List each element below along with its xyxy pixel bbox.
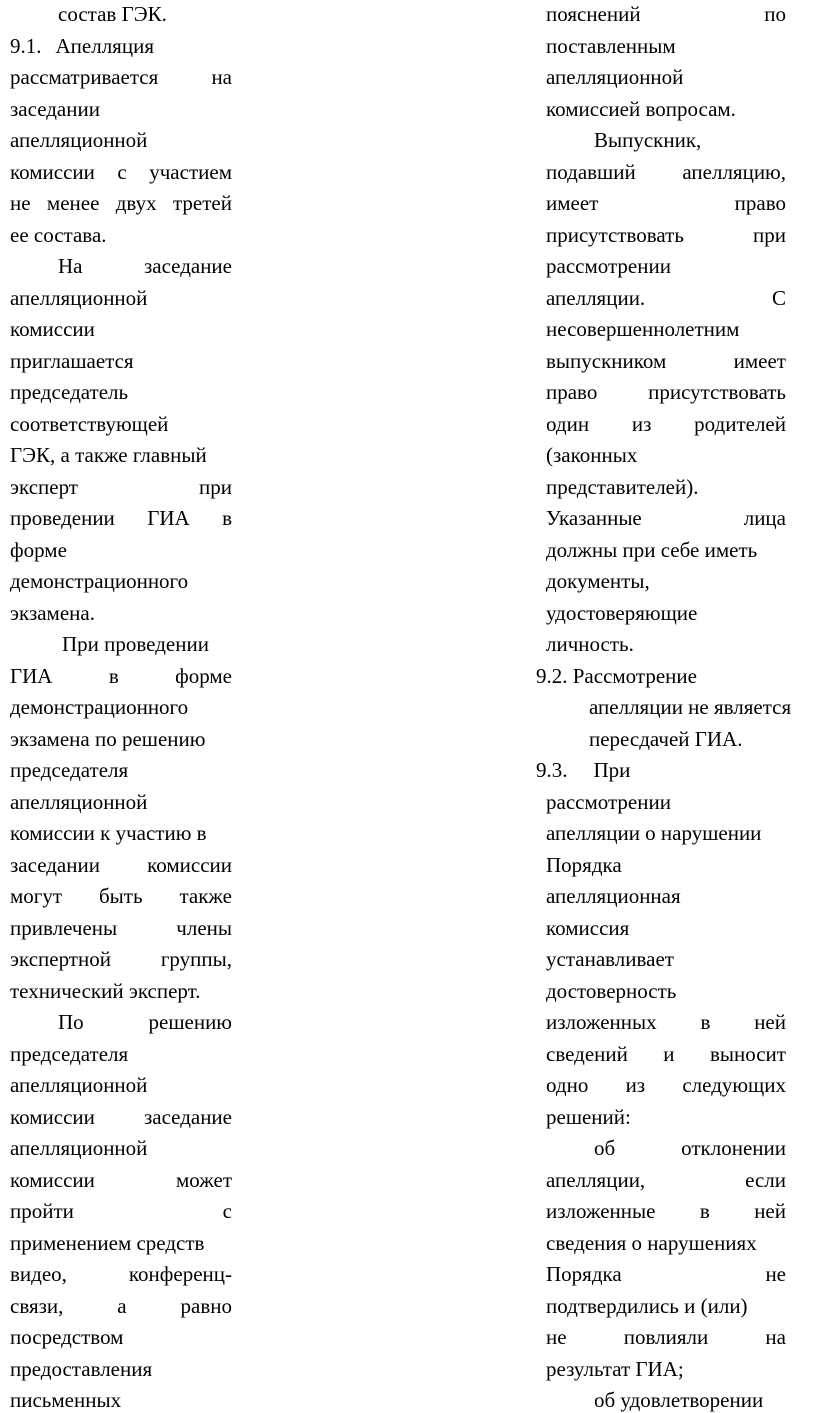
text-line (546, 254, 671, 278)
text-word: форме (175, 663, 232, 688)
text-word: заседание (143, 254, 232, 278)
text-line (10, 191, 232, 215)
text-word: ГЭК, а также главный (10, 443, 207, 467)
text-word: председателя (10, 1041, 129, 1066)
text-line (58, 254, 232, 278)
text-line (10, 947, 232, 971)
text-word: в (108, 663, 119, 688)
text-word: При (593, 758, 631, 782)
text-line (10, 1105, 232, 1129)
text-word: Апелляция (55, 33, 154, 58)
text-word: одно (546, 1073, 589, 1097)
text-line (546, 1168, 786, 1192)
text-word: изложенных (546, 1010, 657, 1034)
text-word: ней (754, 1199, 786, 1223)
text-line (546, 569, 650, 593)
text-word: применением средств (10, 1230, 205, 1255)
text-word: экзамена. (10, 600, 95, 625)
text-word: комиссии к участию в (10, 821, 207, 845)
text-word: апелляционной (10, 128, 148, 152)
text-word: 9.2. Рассмотрение (536, 663, 697, 688)
text-word: Указанные (546, 506, 642, 530)
text-line (546, 65, 683, 89)
text-word: 9.1. (10, 33, 42, 58)
text-word: заседании (10, 96, 100, 121)
text-word: технический эксперт. (10, 978, 201, 1003)
text-word: Выпускник, (594, 128, 702, 152)
text-word: 9.3. (536, 758, 568, 782)
text-word: представителей). (546, 474, 699, 499)
text-word: из (625, 1073, 646, 1097)
text-word: третей (172, 191, 232, 215)
text-word: эксперт (10, 474, 78, 499)
text-word: равно (180, 1293, 232, 1318)
text-word: рассмотрении (546, 254, 671, 278)
text-word: достоверность (546, 978, 677, 1003)
text-word: посредством (10, 1325, 124, 1349)
text-word: привлечены (10, 915, 118, 940)
text-line (546, 790, 671, 814)
text-word: родителей (694, 411, 786, 436)
text-word: ней (754, 1010, 786, 1034)
text-word: имеет (546, 191, 599, 215)
text-line (10, 1262, 232, 1286)
text-word: и (663, 1041, 675, 1066)
text-line (546, 443, 637, 467)
text-word: менее (46, 191, 100, 215)
text-word: апелляции о нарушении (546, 821, 762, 845)
text-word: На (58, 254, 83, 278)
text-line (10, 1231, 204, 1255)
text-line (10, 1168, 232, 1192)
text-word: может (176, 1167, 232, 1192)
text-word: сведения о нарушениях (546, 1230, 757, 1255)
text-word: право (734, 191, 786, 215)
text-word: Порядка (546, 852, 622, 877)
text-line (536, 664, 697, 688)
text-line (546, 2, 786, 26)
text-word: члены (176, 915, 232, 940)
text-line (10, 1073, 147, 1097)
text-word: заседании (10, 852, 100, 877)
text-word: апелляционная (546, 884, 681, 908)
text-line (546, 1010, 786, 1034)
text-word: проведении (10, 506, 115, 530)
text-word: комиссии (147, 852, 232, 877)
text-line (10, 1136, 147, 1160)
text-word: апелляции. (546, 285, 646, 310)
text-line (536, 758, 630, 782)
text-word: на (765, 1325, 786, 1349)
text-word: присутствовать (648, 380, 786, 404)
text-word: апелляцию, (682, 159, 786, 184)
text-word: При проведении (62, 632, 209, 656)
text-line (10, 380, 128, 404)
text-line (546, 286, 786, 310)
text-word: письменных (10, 1388, 122, 1412)
text-word: Порядка (546, 1262, 622, 1286)
text-word: комиссии (10, 1167, 95, 1192)
text-line (62, 632, 209, 656)
text-word: пояснений (546, 2, 641, 26)
text-line (594, 1388, 763, 1412)
text-word: в (222, 506, 232, 530)
text-word: экзамена по решению (10, 726, 206, 751)
text-word: ГИА (10, 663, 53, 688)
text-word: не (10, 191, 31, 215)
text-line (546, 1357, 684, 1381)
text-line (58, 1010, 232, 1034)
text-word: при (753, 222, 786, 247)
text-line (546, 1231, 757, 1255)
text-word: По (58, 1010, 84, 1034)
text-word: один (546, 411, 590, 436)
text-line (10, 1042, 128, 1066)
text-line (546, 412, 786, 436)
text-word: не (546, 1325, 567, 1349)
text-word: пройти (10, 1199, 74, 1223)
text-word: соответствующей (10, 411, 169, 436)
text-word: апелляции не является (589, 695, 792, 719)
text-word: личность. (546, 632, 634, 656)
text-line (10, 853, 232, 877)
text-line (10, 97, 100, 121)
text-word: об удовлетворении (594, 1388, 764, 1412)
text-line (10, 160, 232, 184)
text-line (546, 1325, 786, 1349)
text-word: отклонении (681, 1136, 786, 1160)
text-word: председатель (10, 380, 129, 404)
text-word: выпускником (546, 348, 667, 373)
text-line (10, 1388, 121, 1412)
text-line (546, 884, 681, 908)
text-line (546, 349, 786, 373)
text-line (10, 223, 107, 247)
text-word: подавший (546, 159, 636, 184)
text-line (546, 1294, 748, 1318)
text-word: связи, (10, 1293, 64, 1318)
text-word: решению (148, 1010, 232, 1034)
text-word: приглашается (10, 348, 134, 373)
text-word: с (222, 1199, 232, 1223)
text-word: быть (99, 884, 143, 908)
text-word: присутствовать (546, 222, 684, 247)
text-word: группы, (160, 947, 232, 971)
text-line (546, 1073, 786, 1097)
text-line (10, 790, 147, 814)
text-line (546, 1105, 631, 1129)
text-line (10, 758, 128, 782)
text-word: апелляционной (10, 1073, 148, 1097)
text-line (10, 821, 207, 845)
text-word: двух (115, 191, 157, 215)
text-word: ее состава. (10, 222, 107, 247)
text-line (546, 601, 697, 625)
text-word: комиссии (10, 159, 95, 184)
text-word: из (631, 411, 652, 436)
text-word: участием (149, 159, 232, 184)
text-word: предоставления (10, 1356, 153, 1381)
text-line (10, 601, 95, 625)
text-word: апелляционной (546, 65, 684, 89)
text-line (546, 821, 761, 845)
text-word: рассматривается (10, 65, 159, 89)
text-word: а (117, 1293, 127, 1318)
text-word: видео, (10, 1262, 67, 1286)
text-word: апелляционной (10, 285, 148, 310)
text-line (10, 1357, 152, 1381)
text-word: могут (10, 884, 63, 908)
text-line (546, 97, 736, 121)
text-word: следующих (682, 1073, 786, 1097)
text-word: выносит (709, 1041, 786, 1066)
text-line (10, 569, 188, 593)
text-word: комиссии (10, 317, 95, 341)
text-word: заседание (143, 1104, 232, 1129)
text-line (10, 506, 232, 530)
text-word: председателя (10, 758, 129, 782)
text-word: апелляционной (10, 789, 148, 814)
text-word: демонстрационного (10, 569, 189, 593)
text-word: документы, (546, 569, 650, 593)
text-line (546, 853, 622, 877)
text-word: С (771, 285, 786, 310)
text-line (10, 412, 168, 436)
text-word: поставленным (546, 33, 676, 58)
text-line (10, 538, 67, 562)
text-line (10, 317, 95, 341)
text-line (546, 1042, 786, 1066)
text-word: не (765, 1262, 786, 1286)
text-word: апелляции, (546, 1167, 646, 1192)
text-word: комиссии (10, 1104, 95, 1129)
text-word: устанавливает (546, 947, 674, 971)
text-line (10, 695, 188, 719)
text-word: решений: (546, 1104, 631, 1129)
text-word: в (700, 1010, 711, 1034)
text-line (589, 695, 791, 719)
text-line (10, 916, 232, 940)
text-word: в (699, 1199, 710, 1223)
text-line (546, 916, 629, 940)
text-word: лица (743, 506, 786, 530)
text-line (546, 947, 674, 971)
text-line (546, 160, 786, 184)
text-line (10, 349, 134, 373)
text-word: экспертной (10, 947, 111, 971)
text-word: должны при себе иметь (546, 537, 758, 562)
text-word: повлияли (623, 1325, 709, 1349)
text-word: если (745, 1167, 786, 1192)
text-line (546, 632, 634, 656)
text-word: об (594, 1136, 616, 1160)
text-word: право (546, 380, 598, 404)
text-word: конференц- (128, 1262, 232, 1286)
text-line (10, 286, 147, 310)
text-line (58, 2, 167, 26)
text-word: форме (10, 537, 67, 562)
text-line (10, 34, 154, 58)
text-word: комиссия (546, 915, 630, 940)
text-line (10, 664, 232, 688)
text-word: демонстрационного (10, 695, 189, 719)
text-line (546, 1262, 786, 1286)
text-line (10, 1325, 123, 1349)
text-word: результат ГИА; (546, 1356, 684, 1381)
text-word: рассмотрении (546, 789, 671, 814)
text-line (546, 1199, 786, 1223)
text-word: пересдачей ГИА. (589, 726, 743, 751)
text-word: по (764, 2, 786, 26)
text-line (546, 191, 786, 215)
text-word: апелляционной (10, 1136, 148, 1160)
text-line (10, 979, 201, 1003)
text-word: (законных (546, 443, 638, 467)
text-line (10, 727, 205, 751)
text-line (10, 443, 207, 467)
text-line (546, 979, 676, 1003)
text-line (546, 317, 739, 341)
text-word: при (199, 474, 232, 499)
text-line (594, 1136, 786, 1160)
text-line (546, 34, 676, 58)
text-word: состав ГЭК. (58, 2, 167, 26)
text-line (546, 223, 786, 247)
text-word: комиссией вопросам. (546, 96, 736, 121)
text-line (10, 884, 232, 908)
text-word: имеет (733, 348, 786, 373)
text-line (10, 128, 147, 152)
text-word: на (211, 65, 232, 89)
text-word: изложенные (546, 1199, 656, 1223)
text-line (546, 380, 786, 404)
text-line (546, 506, 786, 530)
text-word: ГИА (147, 506, 190, 530)
text-line (546, 538, 757, 562)
text-line (10, 475, 232, 499)
text-word: удостоверяющие (546, 600, 698, 625)
text-word: также (179, 884, 232, 908)
text-line (589, 727, 742, 751)
text-word: сведений (546, 1041, 628, 1066)
text-word: несовершеннолетним (546, 317, 740, 341)
text-line (594, 128, 701, 152)
text-line (10, 1199, 232, 1223)
text-word: с (117, 159, 127, 184)
text-word: подтвердились и (или) (546, 1293, 748, 1318)
text-line (546, 475, 698, 499)
text-line (10, 1294, 232, 1318)
text-line (10, 65, 232, 89)
